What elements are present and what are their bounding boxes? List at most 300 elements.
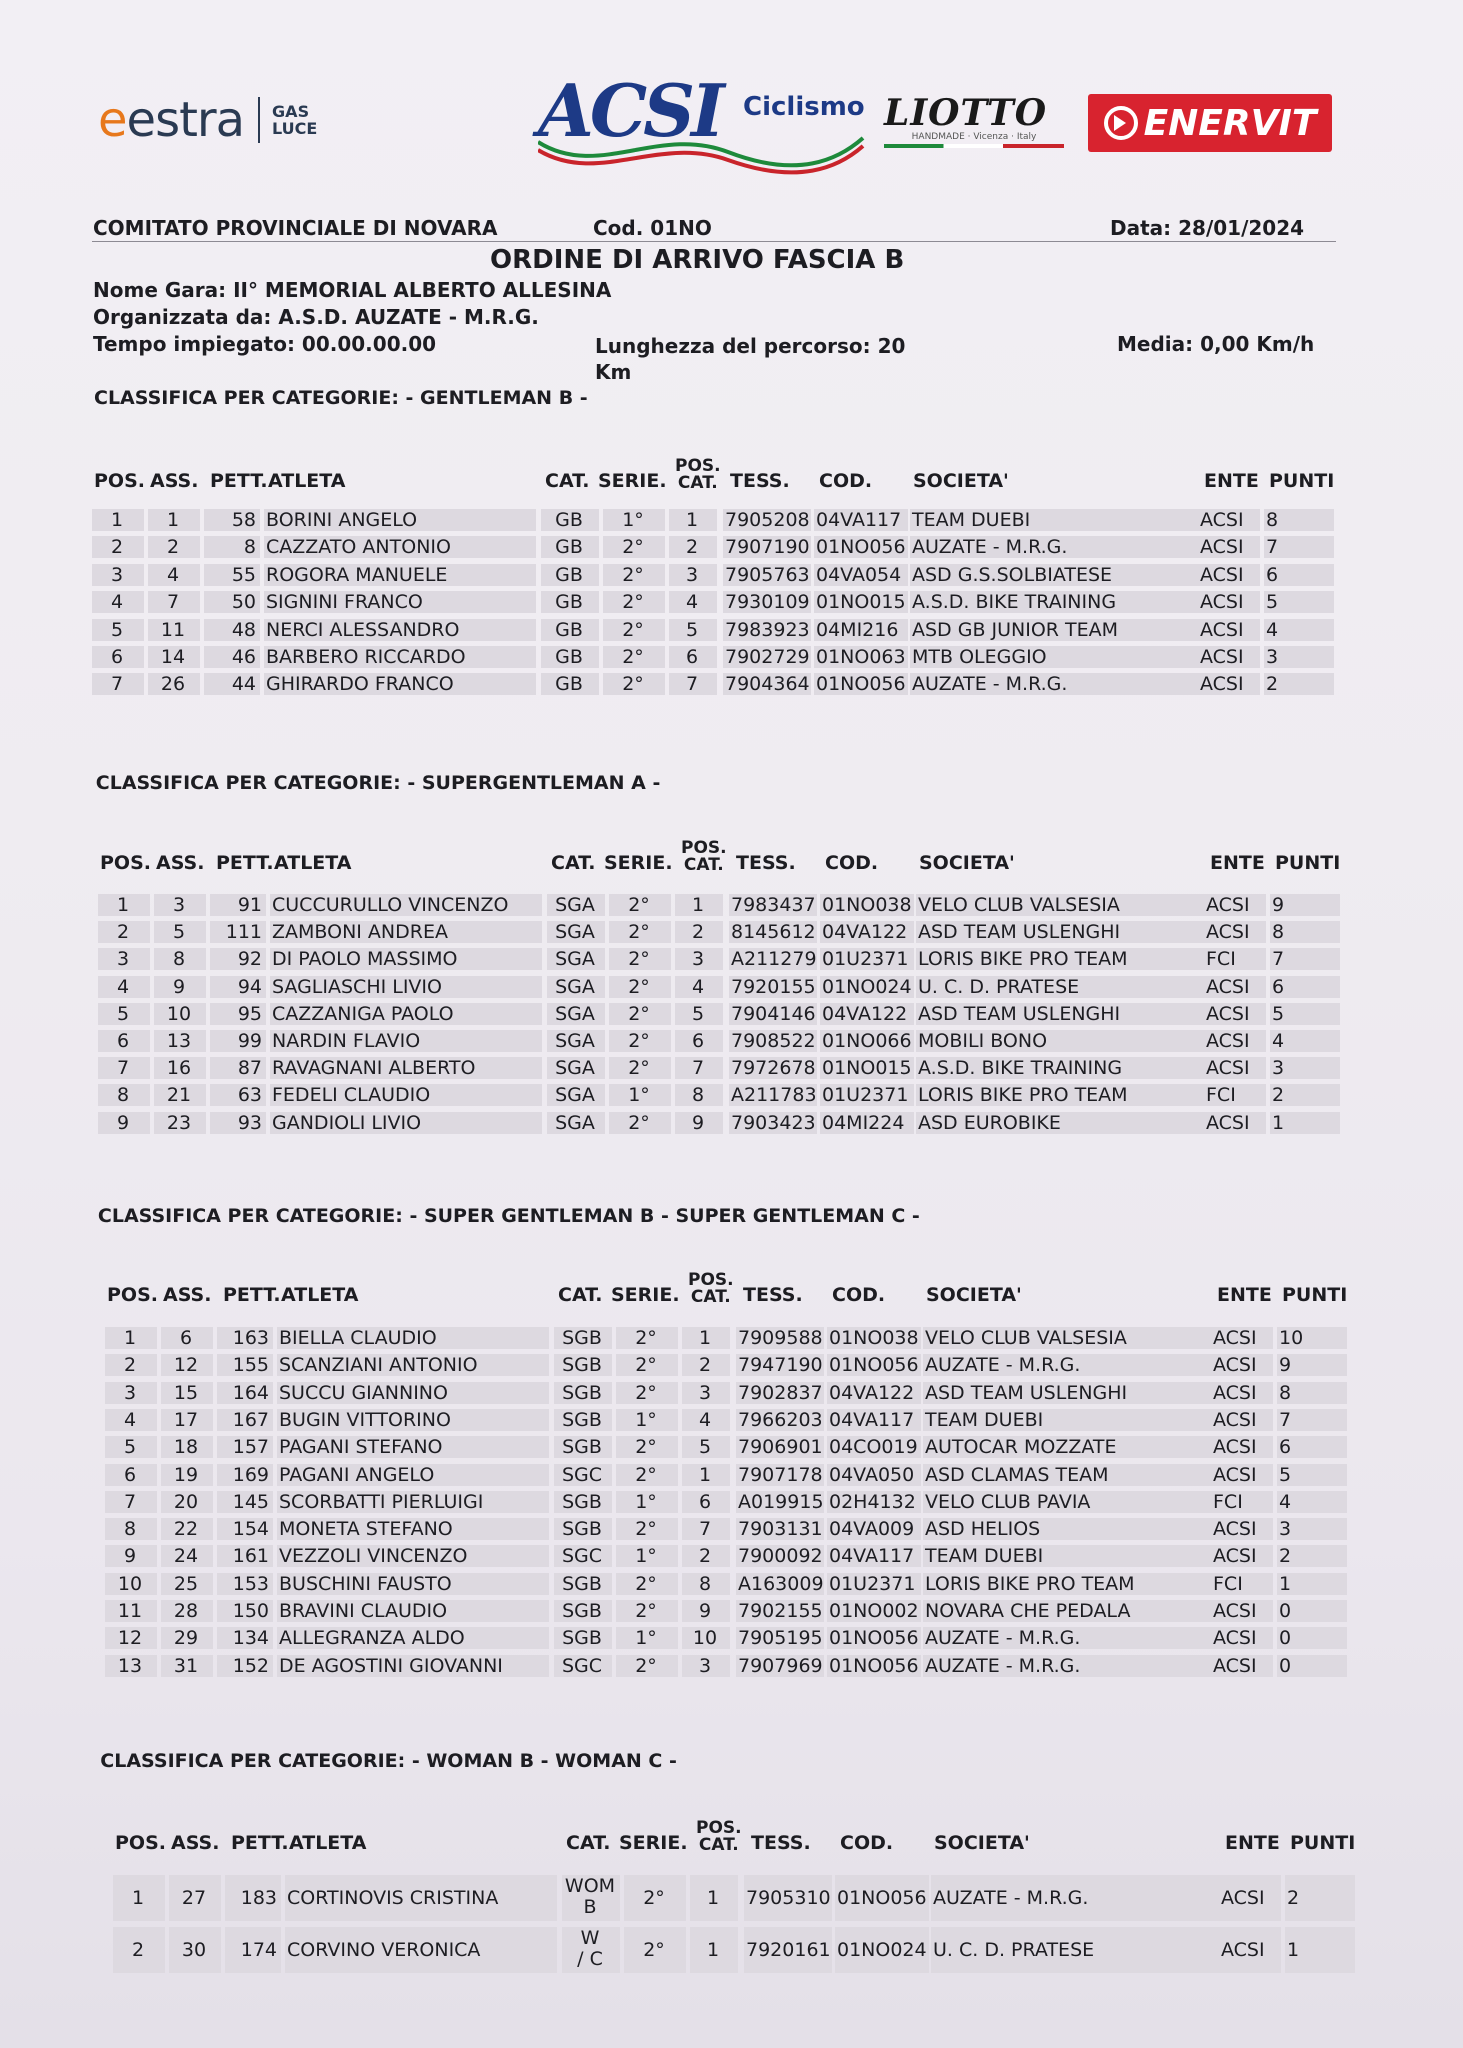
cat-cell: SGA: [555, 1084, 595, 1106]
cod-cell: 01NO002: [829, 1600, 919, 1622]
team-cell: NOVARA CHE PEDALA: [925, 1600, 1131, 1622]
table-row: [0, 1056, 1463, 1080]
team-cell: ASD HELIOS: [925, 1518, 1041, 1540]
tess-cell: 7920161: [746, 1939, 831, 1961]
ass-cell: 8: [172, 948, 186, 970]
col-ass-header: ASS.: [163, 1284, 212, 1306]
cat-cell: SGB: [562, 1627, 602, 1649]
athlete-cell: GHIRARDO FRANCO: [266, 673, 454, 695]
pett-cell: 94: [237, 976, 262, 998]
section-title: CLASSIFICA PER CATEGORIE: - SUPER GENTLEMAN B - SUPER GENTLEMAN C -: [97, 1205, 920, 1227]
pett-cell: 153: [232, 1573, 269, 1595]
cat-cell: SGA: [555, 1003, 595, 1025]
ass-cell: 6: [179, 1327, 193, 1349]
pos-cell: 2: [131, 1939, 145, 1961]
enervit-wordmark: ENERVIT: [1143, 102, 1317, 144]
pett-cell: 93: [237, 1112, 262, 1134]
col-atleta-header: ATLETA: [281, 1284, 359, 1306]
team-cell: AUZATE - M.R.G.: [925, 1655, 1081, 1677]
col-ass-header: ASS.: [150, 470, 199, 492]
team-cell: AUZATE - M.R.G.: [912, 536, 1068, 558]
estra-wordmark: eestra: [98, 92, 245, 148]
pos-cell: 9: [116, 1112, 130, 1134]
serie-cell: 2°: [622, 619, 644, 641]
cat-cell: SGB: [562, 1518, 602, 1540]
serie-cell: 2°: [622, 646, 644, 668]
ente-cell: FCI: [1206, 1084, 1236, 1106]
punti-cell: 6: [1266, 564, 1279, 586]
cat-line: W: [580, 1927, 600, 1949]
col-cat-header: CAT.: [545, 470, 590, 492]
athlete-cell: BUSCHINI FAUSTO: [279, 1573, 452, 1595]
cod-cell: 04VA117: [816, 509, 902, 531]
poscat-cell: 5: [691, 1003, 705, 1025]
cod-cell: 04VA122: [829, 1382, 915, 1404]
cat-cell: GB: [555, 509, 583, 531]
pos-cell: 2: [116, 921, 130, 943]
committee-code: Cod. 01NO: [593, 216, 712, 240]
ass-cell: 29: [173, 1627, 199, 1649]
cod-cell: 04MI224: [822, 1112, 905, 1134]
poscat-cell: 2: [685, 536, 699, 558]
col-poscat-header-line1: POS.: [688, 1270, 734, 1290]
col-societa-header: SOCIETA': [919, 852, 1015, 874]
cod-cell: 04VA122: [822, 921, 908, 943]
poscat-cell: 3: [691, 948, 705, 970]
cod-cell: 01U2371: [822, 948, 909, 970]
serie-cell: 2°: [622, 591, 644, 613]
pos-cell: 9: [123, 1545, 137, 1567]
ente-cell: ACSI: [1213, 1627, 1257, 1649]
pos-cell: 6: [123, 1464, 137, 1486]
team-cell: TEAM DUEBI: [925, 1409, 1044, 1431]
ente-cell: ACSI: [1213, 1464, 1257, 1486]
tess-cell: A211783: [731, 1084, 817, 1106]
col-punti-header: PUNTI: [1269, 470, 1335, 492]
average-speed: Media: 0,00 Km/h: [1117, 332, 1315, 356]
athlete-cell: NERCI ALESSANDRO: [266, 619, 460, 641]
poscat-cell: 7: [698, 1518, 712, 1540]
ente-cell: ACSI: [1200, 591, 1244, 613]
course-length-unit: Km: [595, 360, 632, 384]
ente-cell: ACSI: [1206, 976, 1250, 998]
team-cell: ASD GB JUNIOR TEAM: [912, 619, 1119, 641]
cat-cell: SGA: [555, 894, 595, 916]
serie-cell: 1°: [635, 1409, 657, 1431]
serie-cell: 1°: [635, 1545, 657, 1567]
serie-cell: 2°: [635, 1354, 657, 1376]
serie-cell: 2°: [628, 921, 650, 943]
col-ass-header: ASS.: [171, 1832, 220, 1854]
tess-cell: 7905195: [738, 1627, 823, 1649]
pett-cell: 91: [237, 894, 262, 916]
col-pett-header: PETT.: [210, 470, 268, 492]
cat-cell: SGA: [555, 1030, 595, 1052]
punti-cell: 4: [1266, 619, 1279, 641]
pett-cell: 154: [232, 1518, 269, 1540]
col-punti-header: PUNTI: [1290, 1832, 1356, 1854]
punti-cell: 7: [1266, 536, 1279, 558]
athlete-cell: DI PAOLO MASSIMO: [272, 948, 458, 970]
ente-cell: ACSI: [1213, 1354, 1257, 1376]
pett-cell: 99: [237, 1030, 262, 1052]
cat-cell: SGC: [561, 1655, 603, 1677]
athlete-cell: CORVINO VERONICA: [287, 1939, 481, 1961]
team-cell: ASD CLAMAS TEAM: [925, 1464, 1109, 1486]
punti-cell: 8: [1272, 921, 1285, 943]
table-row: [0, 563, 1463, 587]
team-cell: U. C. D. PRATESE: [918, 976, 1080, 998]
col-tess-header: TESS.: [743, 1284, 803, 1306]
poscat-cell: 6: [685, 646, 699, 668]
cod-cell: 01NO056: [829, 1354, 919, 1376]
punti-cell: 0: [1279, 1655, 1292, 1677]
cod-cell: 01NO024: [822, 976, 912, 998]
col-punti-header: PUNTI: [1282, 1284, 1348, 1306]
cat-line: WOM: [564, 1875, 616, 1897]
table-row: [0, 1326, 1463, 1350]
col-tess-header: TESS.: [751, 1832, 811, 1854]
cat-cell: SGA: [555, 976, 595, 998]
serie-cell: 2°: [628, 1003, 650, 1025]
pos-cell: 4: [110, 591, 124, 613]
pos-cell: 1: [123, 1327, 137, 1349]
col-cod-header: COD.: [832, 1284, 886, 1306]
estra-subtitle: [272, 103, 317, 137]
punti-cell: 6: [1272, 976, 1285, 998]
cod-cell: 01NO056: [829, 1627, 919, 1649]
athlete-cell: BUGIN VITTORINO: [279, 1409, 451, 1431]
col-poscat-header-line2: CAT.: [683, 855, 724, 875]
poscat-cell: 4: [698, 1409, 712, 1431]
tess-cell: 7905208: [725, 509, 810, 531]
cod-cell: 04VA050: [829, 1464, 915, 1486]
cat-cell: SGB: [562, 1600, 602, 1622]
serie-cell: 1°: [635, 1491, 657, 1513]
cat-cell: GB: [555, 564, 583, 586]
ente-cell: ACSI: [1200, 564, 1244, 586]
athlete-cell: BORINI ANGELO: [266, 509, 418, 531]
enervit-logo: [1088, 94, 1332, 152]
ente-cell: ACSI: [1206, 1003, 1250, 1025]
pett-cell: 145: [232, 1491, 269, 1513]
punti-cell: 3: [1266, 646, 1279, 668]
col-atleta-header: ATLETA: [289, 1832, 367, 1854]
table-row: [0, 1572, 1463, 1596]
ass-cell: 30: [181, 1939, 207, 1961]
pett-cell: 95: [237, 1003, 262, 1025]
estra-text: estra: [126, 92, 245, 148]
tess-cell: 7908522: [731, 1030, 816, 1052]
punti-cell: 2: [1266, 673, 1279, 695]
table-row: [0, 1353, 1463, 1377]
pos-cell: 6: [116, 1030, 130, 1052]
ente-cell: ACSI: [1221, 1887, 1265, 1909]
punti-cell: 7: [1272, 948, 1285, 970]
col-poscat-header: [681, 840, 727, 874]
ass-cell: 27: [181, 1887, 207, 1909]
cod-cell: 04VA117: [829, 1545, 915, 1567]
team-cell: VELO CLUB VALSESIA: [925, 1327, 1127, 1349]
team-cell: LORIS BIKE PRO TEAM: [918, 1084, 1128, 1106]
col-atleta-header: ATLETA: [274, 852, 352, 874]
cat-cell: SGA: [555, 1112, 595, 1134]
cod-cell: 01NO015: [822, 1057, 912, 1079]
table-row: [0, 1926, 1463, 1974]
poscat-cell: 1: [706, 1887, 720, 1909]
acsi-swoosh-icon: [538, 130, 868, 176]
poscat-cell: 1: [691, 894, 705, 916]
cod-cell: 01NO056: [829, 1655, 919, 1677]
liotto-logo: [884, 92, 1064, 148]
poscat-cell: 8: [691, 1084, 705, 1106]
col-punti-header: PUNTI: [1275, 852, 1341, 874]
ass-cell: 26: [160, 673, 186, 695]
team-cell: TEAM DUEBI: [925, 1545, 1044, 1567]
cod-cell: 04VA054: [816, 564, 902, 586]
ass-cell: 22: [173, 1518, 199, 1540]
athlete-cell: ALLEGRANZA ALDO: [279, 1627, 465, 1649]
estra-gas: GAS: [272, 102, 310, 121]
cod-cell: 04VA122: [822, 1003, 908, 1025]
table-row: [0, 1490, 1463, 1514]
pett-cell: 150: [232, 1600, 269, 1622]
cod-cell: 01NO038: [822, 894, 912, 916]
col-poscat-header-line1: POS.: [696, 1818, 742, 1838]
poscat-cell: 6: [691, 1030, 705, 1052]
athlete-cell: CUCCURULLO VINCENZO: [272, 894, 509, 916]
punti-cell: 5: [1266, 591, 1279, 613]
serie-cell: 2°: [635, 1600, 657, 1622]
punti-cell: 3: [1279, 1518, 1292, 1540]
tess-cell: 7904364: [725, 673, 810, 695]
punti-cell: 8: [1266, 509, 1279, 531]
tess-cell: A019915: [738, 1491, 824, 1513]
ente-cell: ACSI: [1213, 1518, 1257, 1540]
serie-cell: 2°: [635, 1518, 657, 1540]
pett-cell: 174: [240, 1939, 277, 1961]
table-row: [0, 672, 1463, 696]
col-poscat-header-line2: CAT.: [690, 1287, 731, 1307]
team-cell: LORIS BIKE PRO TEAM: [918, 948, 1128, 970]
punti-cell: 10: [1279, 1327, 1304, 1349]
ente-cell: ACSI: [1200, 536, 1244, 558]
estra-divider: [258, 97, 260, 143]
team-cell: LORIS BIKE PRO TEAM: [925, 1573, 1135, 1595]
pos-cell: 1: [131, 1887, 145, 1909]
punti-cell: 1: [1279, 1573, 1292, 1595]
ass-cell: 20: [173, 1491, 199, 1513]
ente-cell: ACSI: [1200, 673, 1244, 695]
table-row: [0, 947, 1463, 971]
section-title: CLASSIFICA PER CATEGORIE: - SUPERGENTLEMAN A -: [95, 772, 661, 794]
cod-cell: 04VA117: [829, 1409, 915, 1431]
col-poscat-header-line2: CAT.: [698, 1835, 739, 1855]
pos-cell: 5: [110, 619, 124, 641]
pos-cell: 5: [116, 1003, 130, 1025]
poscat-cell: 9: [698, 1600, 712, 1622]
punti-cell: 2: [1287, 1887, 1300, 1909]
ente-cell: ACSI: [1200, 619, 1244, 641]
serie-cell: 1°: [628, 1084, 650, 1106]
ente-cell: ACSI: [1206, 921, 1250, 943]
table-row: [0, 1599, 1463, 1623]
poscat-cell: 5: [698, 1436, 712, 1458]
serie-cell: 2°: [643, 1887, 665, 1909]
team-cell: MTB OLEGGIO: [912, 646, 1047, 668]
tess-cell: 7903131: [738, 1518, 823, 1540]
tess-cell: 7983923: [725, 619, 810, 641]
team-cell: TEAM DUEBI: [912, 509, 1031, 531]
table-row: [0, 1517, 1463, 1541]
cod-cell: 01NO063: [816, 646, 906, 668]
serie-cell: 2°: [628, 1030, 650, 1052]
cat-cell: GB: [555, 673, 583, 695]
athlete-cell: FEDELI CLAUDIO: [272, 1084, 431, 1106]
cat-cell: GB: [555, 536, 583, 558]
col-pos-header: POS.: [115, 1832, 166, 1854]
ass-cell: 19: [173, 1464, 199, 1486]
tess-cell: A163009: [738, 1573, 824, 1595]
tess-cell: 7907969: [738, 1655, 823, 1677]
liotto-wordmark: LIOTTO: [884, 92, 1048, 134]
pett-cell: 167: [232, 1409, 269, 1431]
cod-cell: 01NO056: [816, 536, 906, 558]
ass-cell: 1: [166, 509, 180, 531]
ente-cell: FCI: [1206, 948, 1236, 970]
table-row: [0, 1029, 1463, 1053]
col-poscat-header: [688, 1272, 734, 1306]
enervit-play-icon: [1104, 106, 1138, 140]
tess-cell: 7904146: [731, 1003, 816, 1025]
pett-cell: 8: [243, 536, 256, 558]
header-divider: [92, 241, 1336, 242]
punti-cell: 4: [1272, 1030, 1285, 1052]
poscat-cell: 3: [685, 564, 699, 586]
pos-cell: 2: [110, 536, 124, 558]
cat-cell: [564, 1928, 616, 1976]
cod-cell: 01NO056: [837, 1887, 927, 1909]
team-cell: VELO CLUB PAVIA: [925, 1491, 1091, 1513]
serie-cell: 2°: [628, 894, 650, 916]
col-cod-header: COD.: [840, 1832, 894, 1854]
ass-cell: 11: [160, 619, 186, 641]
col-tess-header: TESS.: [736, 852, 796, 874]
team-cell: AUZATE - M.R.G.: [925, 1627, 1081, 1649]
poscat-cell: 10: [692, 1627, 718, 1649]
tess-cell: 7900092: [738, 1545, 823, 1567]
ass-cell: 24: [173, 1545, 199, 1567]
table-row: [0, 1002, 1463, 1026]
punti-cell: 8: [1279, 1382, 1292, 1404]
team-cell: AUTOCAR MOZZATE: [925, 1436, 1117, 1458]
cat-cell: [564, 1876, 616, 1924]
cat-cell: SGC: [561, 1464, 603, 1486]
team-cell: MOBILI BONO: [918, 1030, 1048, 1052]
course-length: Lunghezza del percorso: 20: [595, 334, 906, 358]
serie-cell: 2°: [622, 673, 644, 695]
col-cat-header: CAT.: [558, 1284, 603, 1306]
tess-cell: 8145612: [731, 921, 816, 943]
poscat-cell: 7: [691, 1057, 705, 1079]
athlete-cell: CAZZATO ANTONIO: [266, 536, 451, 558]
cod-cell: 01NO056: [816, 673, 906, 695]
ass-cell: 15: [173, 1382, 199, 1404]
punti-cell: 1: [1272, 1112, 1285, 1134]
ass-cell: 17: [173, 1409, 199, 1431]
pett-cell: 169: [232, 1464, 269, 1486]
serie-cell: 2°: [643, 1939, 665, 1961]
athlete-cell: CORTINOVIS CRISTINA: [287, 1887, 499, 1909]
race-name: Nome Gara: II° MEMORIAL ALBERTO ALLESINA: [93, 278, 612, 302]
liotto-tricolor-line: [884, 144, 1064, 148]
athlete-cell: MONETA STEFANO: [279, 1518, 453, 1540]
pett-cell: 92: [237, 948, 262, 970]
ass-cell: 28: [173, 1600, 199, 1622]
punti-cell: 0: [1279, 1600, 1292, 1622]
section-title: CLASSIFICA PER CATEGORIE: - GENTLEMAN B -: [94, 387, 588, 409]
pos-cell: 3: [123, 1382, 137, 1404]
document-title: ORDINE DI ARRIVO FASCIA B: [490, 245, 905, 275]
punti-cell: 4: [1279, 1491, 1292, 1513]
table-row: [0, 1083, 1463, 1107]
col-poscat-header-line1: POS.: [675, 456, 721, 476]
athlete-cell: ZAMBONI ANDREA: [272, 921, 448, 943]
athlete-cell: SAGLIASCHI LIVIO: [272, 976, 442, 998]
tess-cell: 7947190: [738, 1354, 823, 1376]
team-cell: ASD EUROBIKE: [918, 1112, 1061, 1134]
ente-cell: ACSI: [1213, 1655, 1257, 1677]
cod-cell: 04VA009: [829, 1518, 915, 1540]
table-row: [0, 1435, 1463, 1459]
pos-cell: 2: [123, 1354, 137, 1376]
col-cat-header: CAT.: [566, 1832, 611, 1854]
athlete-cell: PAGANI ANGELO: [279, 1464, 435, 1486]
pett-cell: 44: [231, 673, 256, 695]
pett-cell: 48: [231, 619, 256, 641]
team-cell: AUZATE - M.R.G.: [925, 1354, 1081, 1376]
serie-cell: 2°: [622, 564, 644, 586]
pett-cell: 183: [240, 1887, 277, 1909]
serie-cell: 2°: [628, 976, 650, 998]
athlete-cell: GANDIOLI LIVIO: [272, 1112, 422, 1134]
pos-cell: 1: [116, 894, 130, 916]
pett-cell: 87: [237, 1057, 262, 1079]
table-row: [0, 920, 1463, 944]
section-title: CLASSIFICA PER CATEGORIE: - WOMAN B - WOMAN C -: [100, 1750, 677, 1772]
athlete-cell: SCANZIANI ANTONIO: [279, 1354, 478, 1376]
punti-cell: 9: [1272, 894, 1285, 916]
serie-cell: 2°: [635, 1436, 657, 1458]
table-row: [0, 1111, 1463, 1135]
ente-cell: ACSI: [1213, 1436, 1257, 1458]
pett-cell: 161: [232, 1545, 269, 1567]
pett-cell: 164: [232, 1382, 269, 1404]
cat-cell: SGB: [562, 1573, 602, 1595]
ass-cell: 13: [166, 1030, 192, 1052]
pos-cell: 10: [117, 1573, 143, 1595]
tess-cell: 7920155: [731, 976, 816, 998]
poscat-cell: 1: [706, 1939, 720, 1961]
cat-cell: GB: [555, 646, 583, 668]
poscat-cell: 1: [698, 1464, 712, 1486]
tess-cell: 7907178: [738, 1464, 823, 1486]
athlete-cell: ROGORA MANUELE: [266, 564, 448, 586]
pett-cell: 155: [232, 1354, 269, 1376]
ente-cell: ACSI: [1200, 509, 1244, 531]
poscat-cell: 4: [685, 591, 699, 613]
cat-cell: SGC: [561, 1545, 603, 1567]
